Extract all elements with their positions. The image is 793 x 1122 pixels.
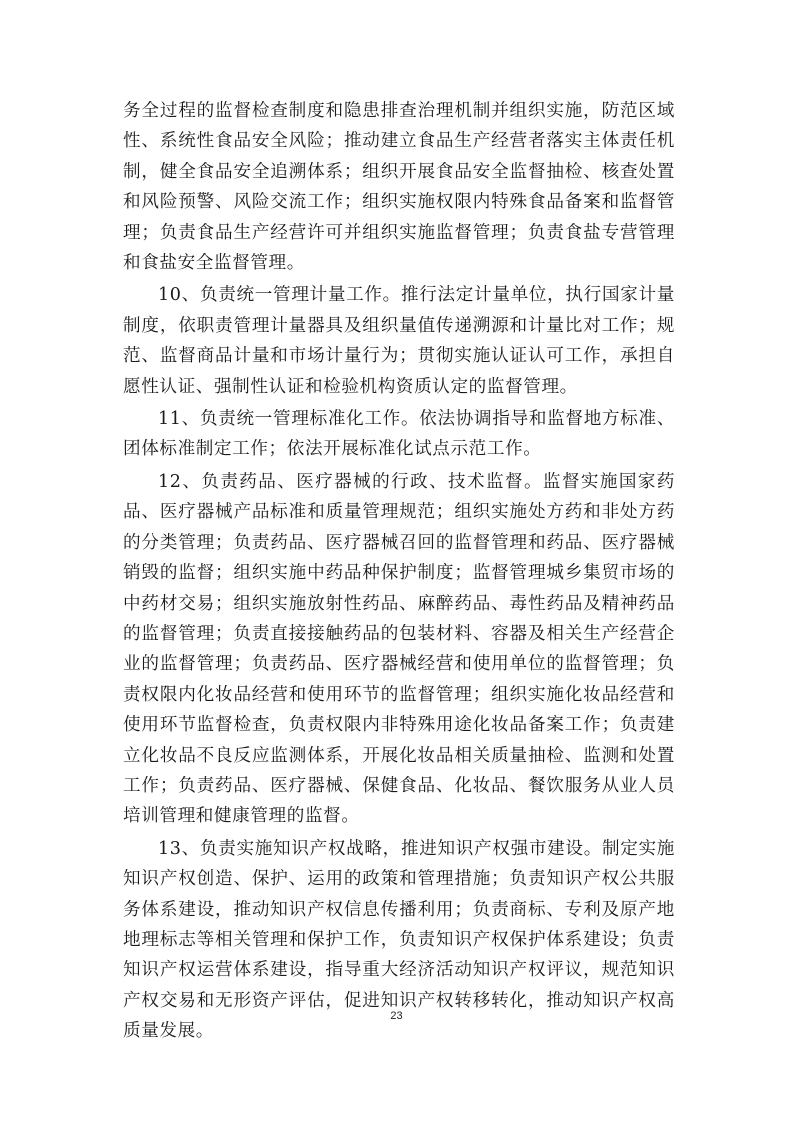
paragraph-item-11: 11、负责统一管理标准化工作。依法协调指导和监督地方标准、团体标准制定工作；依法开展标准化试点示范工作。 bbox=[123, 409, 675, 460]
paragraph-item-13: 13、负责实施知识产权战略，推进知识产权强市建设。制定实施知识产权创造、保护、运用的政策和管理措施；负责知识产权公共服务体系建设，推动知识产权信息传播利用；负责商标、专利及原产地地理标志等相关管理和保护工作，负责知识产权保护体系建设；负责知识产权运营体系建设，指导重大经济活动知识产权评议，规范知识产权交易和无形资产评估，促进知识产权转移转化，推动知识产权高质量发展。 bbox=[123, 838, 675, 1042]
page-number: 23 bbox=[390, 1010, 403, 1022]
paragraph-item-12: 12、负责药品、医疗器械的行政、技术监督。监督实施国家药品、医疗器械产品标准和质量管理规范；组织实施处方药和非处方药的分类管理；负责药品、医疗器械召回的监督管理和药品、医疗器械销毁的监督；组织实施中药品种保护制度；监督管理城乡集贸市场的中药材交易；组织实施放射性药品、麻醉药品、毒性药品及精神药品的监督管理；负责直接接触药品的包装材料、容器及相关生产经营企业的监督管理；负责药品、医疗器械经营和使用单位的监督管理；负责权限内化妆品经营和使用环节的监督管理；组织实施化妆品经营和使用环节监督检查，负责权限内非特殊用途化妆品备案工作；负责建立化妆品不良反应监测体系，开展化妆品相关质量抽检、监测和处置工作；负责药品、医疗器械、保健食品、化妆品、餐饮服务从业人员培训管理和健康管理的监督。 bbox=[123, 471, 675, 827]
body-text bbox=[123, 96, 675, 1049]
paragraph-item-10: 10、负责统一管理计量工作。推行法定计量单位，执行国家计量制度，依职责管理计量器具及组织量值传递溯源和计量比对工作；规范、监督商品计量和市场计量行为；贯彻实施认证认可工作，承担自愿性认证、强制性认证和检验机构资质认定的监督管理。 bbox=[123, 285, 675, 397]
paragraph-continued: 务全过程的监督检查制度和隐患排查治理机制并组织实施，防范区域性、系统性食品安全风险；推动建立食品生产经营者落实主体责任机制，健全食品安全追溯体系；组织开展食品安全监督抽检、核查处置和风险预警、风险交流工作；组织实施权限内特殊食品备案和监督管理；负责食品生产经营许可并组织实施监督管理；负责食盐专营管理和食盐安全监督管理。 bbox=[123, 101, 675, 274]
